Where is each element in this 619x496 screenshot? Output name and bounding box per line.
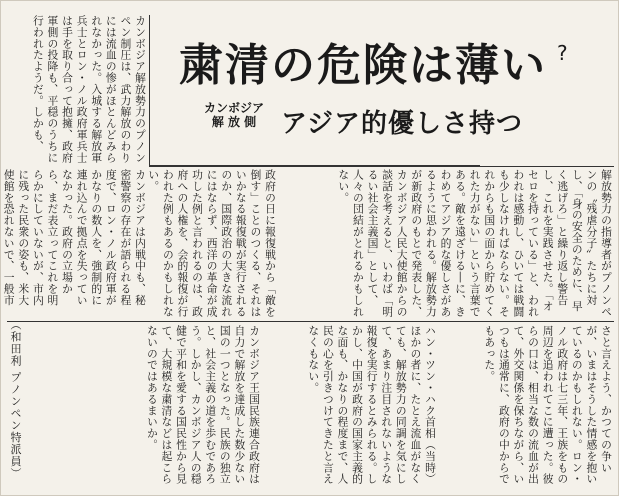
article-lower-left-column: カンボジアは内戦中も、秘密警察の存在が語られる程度で、ロン・ノル政府軍がかなりの数人を、強制的に連れ込んで拠点を失っていなかった。政府の立場から、まだ表立ってこれを明らかにしていないが、市内に残った民衆の姿も、米大使館を恐れないで、一般市 bbox=[2, 169, 147, 306]
article-bottom-left-column: カンボジア王国民族連合政府は自力で解放を達成した数少ない国の一つとなった。民族の独立と、社会主義の道を歩むであろう。しかし、カンボジア人の穏健で平和を愛する国民性から見て、大規模な粛清などは起こらないのではあるまいか。 bbox=[145, 325, 261, 485]
section-rule-upper bbox=[149, 166, 614, 167]
article-bottom-right-column: さと言えよう、かつての争いが、いまはそうした情感を抱いているのかもしれない。ロン・ノル政府は七三年、王族をもの周辺を追われてこに遭った。彼らの口は、相当な数の流血が出て、外交関係を保ちながら、いつもは通常に、政府の中からでもあった。 bbox=[483, 325, 613, 485]
kicker-line-1: カンボジア bbox=[203, 101, 264, 115]
article-lead-column: カンボジア解放勢力のプノンペン制圧は、武力解放のわりには流血の惨がほとんどみられなかった。入城する解放軍兵士とロン・ノル政府軍兵士は手を取り合って抱擁、政府軍側の投降も、平穏のうちに行われたようだ。しかも、 bbox=[31, 15, 147, 164]
article-lower-mid-column: 政府の日に報復戦から「敵を倒す」ことのつくる、それはいかなる報復戦が実行されるのか、国際政治の大きな流れにはならず、西洋の革命が成功した例と言われるのは、政府への人権を、会的報復が行われた例もあるのかもしれない。 bbox=[147, 169, 277, 318]
headline-subhead: アジア的優しさ持つ bbox=[281, 109, 523, 139]
article-bottom-mid-column: ハン・ツン・ハク首相（当時）ほかの者に、たとえ流血がなくても、解放勢力の同調を気にして、あまり注目されないような報復を実行するとみられる。しかし、中国が政府の国家主義的な面も、かなりの程度まで、人民の心を引きつけてきたと言えなくもない。 bbox=[307, 325, 437, 485]
headline-question-mark: ? bbox=[557, 41, 568, 65]
headline-kicker bbox=[199, 101, 269, 129]
article-upper-right-column: 解放勢力の指導者がプノンペンの〝残虐分子〟たちに対し、「身の安全のために、早く逃げろ」と繰り返し警告し、これを実践させた。「オセロを持っている」と、われわれは感動し、ひいては戦闘も少しなければならない。それからも国の面から貯めてくれた力がない」という言葉である。敵を遠ざける―に、きわめてアジア的な優しさがあるように思われる。解放勢力が新政府のもとで発表した、カンボジア人民大使館からの談話を考えると、いわば「明るい社会主義国」として、人々の団結がとれるかもしれない。 bbox=[337, 169, 613, 318]
kicker-line-2: 解 放 側 bbox=[211, 115, 257, 129]
headline-title: 粛清の危険は薄い bbox=[179, 40, 547, 91]
byline: （和田利 プノンペン特派員） bbox=[9, 319, 22, 480]
section-rule-lower bbox=[7, 321, 614, 322]
